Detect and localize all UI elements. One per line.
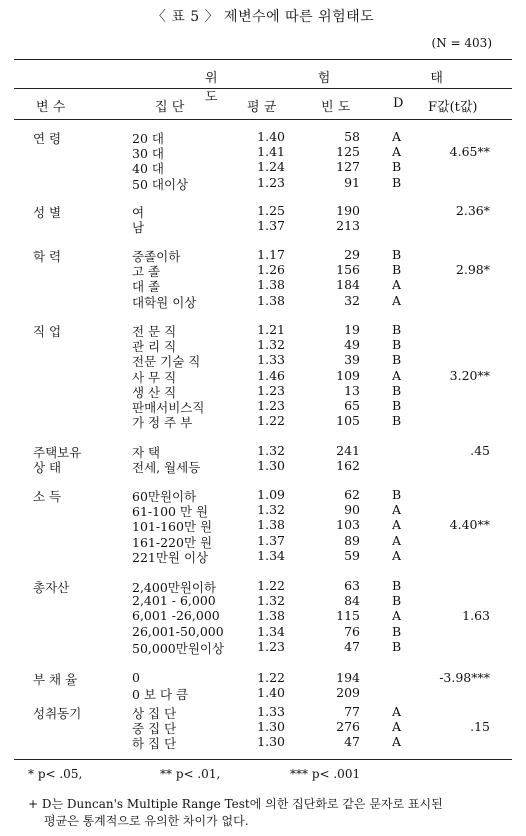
row-d: A <box>392 277 402 293</box>
row-d: B <box>392 398 402 413</box>
row-mean: 1.30 <box>257 734 285 750</box>
row-f-value: 3.20** <box>449 367 490 383</box>
row-group: 고 졸 <box>132 264 161 280</box>
row-mean: 1.38 <box>257 608 285 624</box>
row-group: 2,401 - 6,000 <box>132 593 216 609</box>
row-freq: 190 <box>336 203 360 218</box>
row-group: 40 대 <box>132 161 164 177</box>
row-group: 상 집 단 <box>132 706 177 721</box>
row-f-value: -3.98*** <box>439 670 490 685</box>
row-freq: 39 <box>344 352 360 368</box>
row-d: B <box>392 487 402 502</box>
table-row <box>0 548 526 563</box>
row-variable: 상 태 <box>33 460 62 476</box>
row-freq: 19 <box>344 322 360 337</box>
row-freq: 32 <box>344 292 360 308</box>
row-mean: 1.30 <box>257 719 285 735</box>
col-freq: 빈 도 <box>321 100 351 115</box>
row-d: B <box>392 262 402 278</box>
row-f-value: 2.36* <box>455 203 490 218</box>
table-row <box>0 398 526 413</box>
row-d: B <box>392 322 402 337</box>
row-f-value: 1.63 <box>462 608 490 624</box>
table-row <box>0 247 526 262</box>
row-freq: 209 <box>336 685 360 701</box>
table-row <box>0 639 526 654</box>
row-group: 30 대 <box>132 146 164 162</box>
row-d: B <box>392 247 402 262</box>
row-freq: 109 <box>336 367 360 383</box>
table-row <box>0 704 526 719</box>
table-row <box>0 368 526 383</box>
row-mean: 1.25 <box>257 203 285 218</box>
row-freq: 127 <box>336 159 360 175</box>
row-d: A <box>392 367 402 383</box>
row-freq: 59 <box>344 547 360 563</box>
header-bottom-rule <box>14 119 512 120</box>
bottom-rule <box>14 759 512 760</box>
row-group: 자 택 <box>132 445 161 460</box>
row-mean: 1.32 <box>257 502 285 518</box>
row-mean: 1.33 <box>257 352 285 368</box>
row-freq: 84 <box>344 593 360 609</box>
duncan-note-line1: + D는 Duncan's Multiple Range Test에 의한 집단화로 같은 문자로 표시된 <box>28 797 443 811</box>
row-group: 판매서비스직 <box>132 400 205 415</box>
row-mean: 1.23 <box>257 398 285 413</box>
row-f-value: 2.98* <box>455 262 490 278</box>
row-mean: 1.30 <box>257 458 285 474</box>
row-variable: 연 령 <box>33 131 62 146</box>
table-row <box>0 458 526 476</box>
row-mean: 1.23 <box>257 382 285 398</box>
table-row <box>0 383 526 398</box>
row-group: 가 정 주 부 <box>132 415 193 431</box>
table-row <box>0 218 526 236</box>
row-mean: 1.24 <box>257 159 285 175</box>
row-d: A <box>392 502 402 518</box>
row-variable: 총자산 <box>33 580 70 595</box>
footnote-p05: * p< .05, <box>28 767 83 781</box>
row-group: 중 집 단 <box>132 721 177 737</box>
table-row <box>0 624 526 639</box>
table-row <box>0 734 526 752</box>
row-group: 하 집 단 <box>132 736 177 752</box>
row-freq: 63 <box>344 578 360 593</box>
row-group: 대 졸 <box>132 279 161 295</box>
footnote-p01: ** p< .01, <box>160 767 221 781</box>
table-row <box>0 144 526 162</box>
row-freq: 105 <box>336 413 360 429</box>
row-f-value: .15 <box>470 719 490 735</box>
row-d: B <box>392 638 402 654</box>
row-freq: 125 <box>336 144 360 160</box>
row-group: 0 보 다 큼 <box>132 687 189 703</box>
row-freq: 162 <box>336 458 360 474</box>
table-title: 〈 표 5 〉 제변수에 따른 위험태도 <box>151 9 375 25</box>
row-group: 대학원 이상 <box>132 294 197 310</box>
row-mean: 1.22 <box>257 578 285 593</box>
row-mean: 1.38 <box>257 277 285 293</box>
row-mean: 1.17 <box>257 247 285 262</box>
row-mean: 1.32 <box>257 593 285 609</box>
table-row <box>0 578 526 593</box>
row-freq: 47 <box>344 638 360 654</box>
table-row <box>0 293 526 308</box>
row-freq: 213 <box>336 218 360 234</box>
row-freq: 91 <box>344 174 360 190</box>
row-group: 전세, 월세등 <box>132 460 201 476</box>
duncan-note-line2: 평균은 통계적으로 유의한 차이가 없다. <box>44 814 249 828</box>
table-row <box>0 337 526 355</box>
row-freq: 58 <box>344 129 360 144</box>
row-group: 전 문 직 <box>132 324 177 339</box>
row-freq: 241 <box>336 443 360 458</box>
row-mean: 1.33 <box>257 704 285 719</box>
table-row <box>0 203 526 218</box>
sample-size: (N = 403) <box>431 36 492 50</box>
row-group: 161-220만 원 <box>132 534 213 550</box>
row-freq: 103 <box>336 517 360 533</box>
row-mean: 1.26 <box>257 262 285 278</box>
row-d: A <box>392 144 402 160</box>
table-row <box>0 262 526 280</box>
table-row <box>0 593 526 608</box>
row-variable: 소 득 <box>33 489 62 504</box>
col-d: D <box>393 96 404 111</box>
row-freq: 276 <box>336 719 360 735</box>
row-freq: 65 <box>344 398 360 413</box>
table-row <box>0 670 526 685</box>
row-freq: 13 <box>344 382 360 398</box>
row-freq: 76 <box>344 623 360 639</box>
row-d: A <box>392 292 402 308</box>
row-group: 사 무 직 <box>132 369 177 385</box>
col-mean: 평 균 <box>247 100 277 115</box>
top-rule <box>14 59 512 60</box>
row-group: 남 <box>132 220 145 236</box>
row-mean: 1.38 <box>257 292 285 308</box>
row-d: A <box>392 517 402 533</box>
row-mean: 1.37 <box>257 532 285 548</box>
row-group: 전문 기술 직 <box>132 354 201 370</box>
row-group: 20 대 <box>132 131 164 146</box>
row-f-value: .45 <box>470 443 490 458</box>
row-group: 50,000만원이상 <box>132 640 225 656</box>
row-group: 50 대이상 <box>132 176 189 192</box>
row-mean: 1.46 <box>257 367 285 383</box>
row-group: 26,001-50,000 <box>132 623 224 639</box>
row-d: B <box>392 174 402 190</box>
row-mean: 1.22 <box>257 413 285 429</box>
row-group: 중졸이하 <box>132 249 181 264</box>
row-freq: 77 <box>344 704 360 719</box>
table-row <box>0 517 526 535</box>
footnote-p001: *** p< .001 <box>290 767 361 781</box>
row-mean: 1.38 <box>257 517 285 533</box>
duncan-note <box>28 796 443 830</box>
row-d: A <box>392 532 402 548</box>
row-variable: 부 채 율 <box>33 672 78 687</box>
row-d: B <box>392 413 402 429</box>
row-freq: 29 <box>344 247 360 262</box>
row-group: 여 <box>132 205 145 220</box>
col-group: 집 단 <box>155 100 185 115</box>
row-d: A <box>392 704 402 719</box>
row-d: B <box>392 382 402 398</box>
row-mean: 1.34 <box>257 623 285 639</box>
row-mean: 1.40 <box>257 685 285 701</box>
row-variable: 직 업 <box>33 324 62 339</box>
row-freq: 49 <box>344 337 360 353</box>
row-group: 6,001 -26,000 <box>132 608 220 624</box>
table-row <box>0 322 526 337</box>
row-d: A <box>392 608 402 624</box>
row-d: B <box>392 337 402 353</box>
row-variable: 학 력 <box>33 249 62 264</box>
row-mean: 1.09 <box>257 487 285 502</box>
row-d: B <box>392 159 402 175</box>
row-mean: 1.37 <box>257 218 285 234</box>
row-variable: 주택보유 <box>33 445 82 460</box>
row-variable: 성취동기 <box>33 706 82 721</box>
row-d: A <box>392 734 402 750</box>
table-row <box>0 487 526 502</box>
row-group: 221만원 이상 <box>132 549 209 565</box>
row-d: B <box>392 578 402 593</box>
row-mean: 1.34 <box>257 547 285 563</box>
col-f: F값(t값) <box>428 100 478 115</box>
row-freq: 47 <box>344 734 360 750</box>
row-mean: 1.22 <box>257 670 285 685</box>
table-row <box>0 159 526 177</box>
col-variable: 변 수 <box>36 100 66 115</box>
row-d: B <box>392 623 402 639</box>
row-group: 관 리 직 <box>132 339 177 355</box>
row-group: 101-160만 원 <box>132 519 213 535</box>
table-row <box>0 608 526 623</box>
table-row <box>0 502 526 520</box>
row-freq: 115 <box>336 608 360 624</box>
row-mean: 1.32 <box>257 337 285 353</box>
row-d: A <box>392 719 402 735</box>
table-row <box>0 129 526 144</box>
header-main-label: 위 험 태 도 <box>205 71 491 105</box>
row-freq: 89 <box>344 532 360 548</box>
row-d: A <box>392 547 402 563</box>
row-group: 0 <box>132 670 140 685</box>
header-divider <box>14 88 512 89</box>
row-group: 61-100 만 원 <box>132 504 209 520</box>
row-freq: 194 <box>336 670 360 685</box>
table-row <box>0 175 526 190</box>
table-row <box>0 685 526 703</box>
row-mean: 1.41 <box>257 144 285 160</box>
row-freq: 184 <box>336 277 360 293</box>
table-row <box>0 443 526 458</box>
row-mean: 1.40 <box>257 129 285 144</box>
row-d: B <box>392 352 402 368</box>
row-freq: 62 <box>344 487 360 502</box>
row-freq: 90 <box>344 502 360 518</box>
table-row <box>0 719 526 737</box>
row-mean: 1.23 <box>257 174 285 190</box>
row-group: 60만원이하 <box>132 489 197 504</box>
row-group: 2,400만원이하 <box>132 580 217 595</box>
table-row <box>0 277 526 295</box>
row-f-value: 4.40** <box>449 517 490 533</box>
row-group: 생 산 직 <box>132 384 177 400</box>
row-d: A <box>392 129 402 144</box>
row-variable: 성 별 <box>33 205 62 220</box>
table-row <box>0 352 526 370</box>
row-mean: 1.32 <box>257 443 285 458</box>
table-row <box>0 413 526 431</box>
row-d: B <box>392 593 402 609</box>
row-f-value: 4.65** <box>449 144 490 160</box>
row-mean: 1.21 <box>257 322 285 337</box>
row-mean: 1.23 <box>257 638 285 654</box>
row-freq: 156 <box>336 262 360 278</box>
table-row <box>0 533 526 548</box>
